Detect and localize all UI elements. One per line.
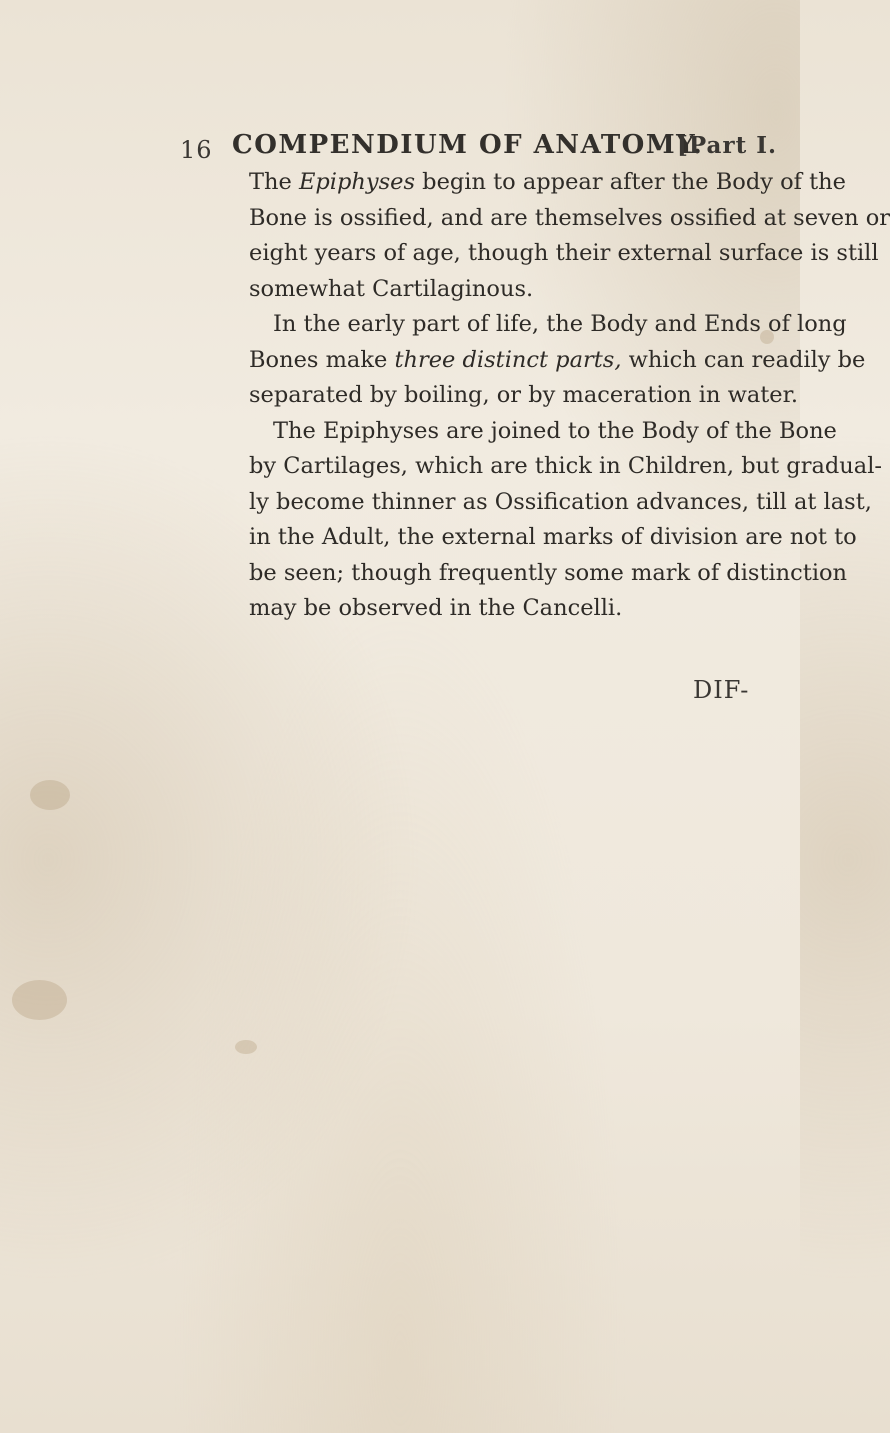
text-line: ly become thinner as Ossification advances, till at last, bbox=[249, 488, 872, 515]
text-line: in the Adult, the external marks of division are not to bbox=[249, 524, 857, 550]
text-line: somewhat Cartilaginous. bbox=[249, 275, 534, 302]
page-header bbox=[180, 118, 780, 168]
text-line: Bones make three distinct parts, which can readily be bbox=[249, 346, 866, 373]
italic-text: Epiphyses bbox=[298, 169, 416, 195]
italic-text: three distinct parts, bbox=[394, 346, 622, 373]
page-number: 16 bbox=[180, 136, 213, 164]
paragraph bbox=[249, 414, 882, 627]
text-line: The Epiphyses begin to appear after the Body of the bbox=[249, 169, 846, 195]
text-line: In the early part of life, the Body and Ends of long bbox=[273, 311, 847, 337]
text-line: be seen; though frequently some mark of distinction bbox=[249, 559, 848, 586]
body-text bbox=[249, 165, 890, 627]
foxing-stain bbox=[235, 1040, 257, 1054]
paragraph bbox=[249, 307, 866, 414]
foxing-stain bbox=[12, 980, 67, 1020]
text-line: eight years of age, though their external surface is still bbox=[249, 240, 879, 266]
foxing-stain bbox=[30, 780, 70, 810]
text-line: by Cartilages, which are thick in Children, but gradual- bbox=[249, 453, 882, 479]
text-line: The Epiphyses are joined to the Body of the Bone bbox=[273, 417, 837, 444]
running-head: COMPENDIUM OF ANATOMY. bbox=[232, 130, 704, 160]
text-line: separated by boiling, or by maceration in water. bbox=[249, 382, 799, 408]
part-label: [Part I. bbox=[677, 132, 777, 159]
text-line: may be observed in the Cancelli. bbox=[249, 595, 623, 621]
paragraph bbox=[249, 165, 890, 307]
catchword: DIF- bbox=[693, 676, 750, 704]
text-line: Bone is ossified, and are themselves ossified at seven or bbox=[249, 204, 890, 231]
